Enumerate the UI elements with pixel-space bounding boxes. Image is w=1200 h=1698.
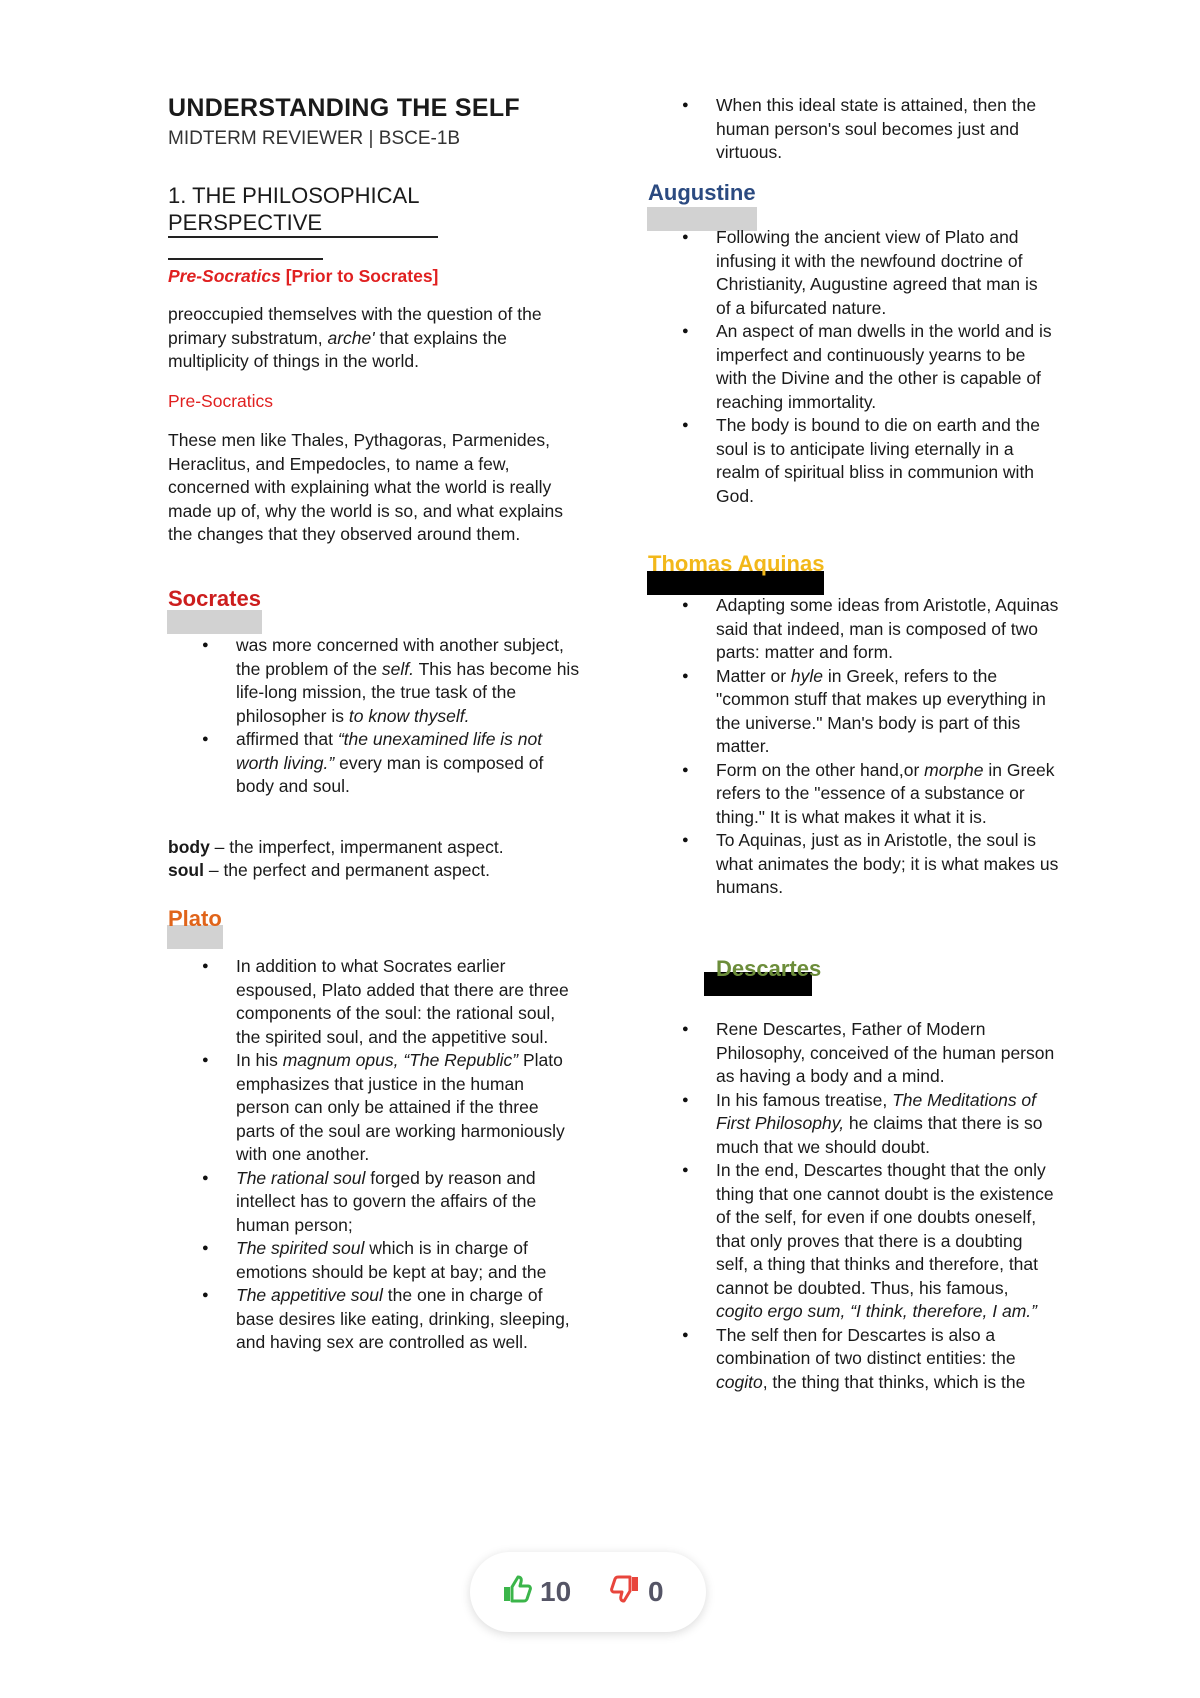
list-item: ● Matter or hyle in Greek, refers to the "common stuff that makes up everything in the universe." Man's body is part of this matter. [716, 665, 1061, 759]
vote-widget [470, 1552, 706, 1632]
aquinas-heading: Thomas Aquinas [648, 551, 825, 576]
socrates-heading-highlight [167, 610, 262, 634]
list-item: ● was more concerned with another subject, the problem of the self. This has become his life-long mission, the true task of the philosopher is to know thyself. [236, 634, 580, 728]
presocratics-heading: Pre-Socratics [Prior to Socrates] [168, 266, 439, 286]
socrates-bullet-list [236, 634, 580, 799]
aquinas-bullet-list [716, 594, 1061, 900]
descartes-bullet-list [716, 1018, 1058, 1394]
list-item: ● In his magnum opus, “The Republic” Plato emphasizes that justice in the human person can only be attained if the three parts of the soul are working harmoniously with one another. [236, 1049, 580, 1167]
list-item: ● Form on the other hand,or morphe in Greek refers to the "essence of a substance or thing." It is what makes it what it is. [716, 759, 1061, 830]
descartes-heading: Descartes [716, 956, 822, 981]
presocratics-label: Pre-Socratics [168, 391, 274, 411]
upvote-button[interactable] [502, 1552, 571, 1632]
list-item: ● When this ideal state is attained, then the human person's soul becomes just and virtuous. [716, 94, 1056, 165]
plato-heading: Plato [168, 906, 222, 931]
list-item: ● In the end, Descartes thought that the only thing that one cannot doubt is the existence of the self, for even if one doubts oneself, that only proves that there is a doubting self, a thing that thinks and therefore, that cannot be doubted. Thus, his famous, cogito ergo sum, “I think, therefore, I am.” [716, 1159, 1058, 1324]
list-item: ● An aspect of man dwells in the world and is imperfect and continuously yearns to be with the Divine and the other is capable of reaching immortality. [716, 320, 1056, 414]
list-item: ● The rational soul forged by reason and intellect has to govern the affairs of the human person; [236, 1167, 580, 1238]
list-item: ● affirmed that “the unexamined life is not worth living.” every man is composed of body and soul. [236, 728, 580, 799]
list-item: ● In addition to what Socrates earlier espoused, Plato added that there are three components of the soul: the rational soul, the spirited soul, and the appetitive soul. [236, 955, 580, 1049]
list-item: ● The spirited soul which is in charge of emotions should be kept at bay; and the [236, 1237, 580, 1284]
list-item: ● To Aquinas, just as in Aristotle, the soul is what animates the body; it is what makes us humans. [716, 829, 1061, 900]
thumbs-up-icon [502, 1575, 540, 1610]
list-item: ● The appetitive soul the one in charge of base desires like eating, drinking, sleeping, and having sex are controlled as well. [236, 1284, 580, 1355]
list-item: ● Adapting some ideas from Aristotle, Aquinas said that indeed, man is composed of two parts: matter and form. [716, 594, 1061, 665]
list-item: ● Rene Descartes, Father of Modern Philosophy, conceived of the human person as having a body and a mind. [716, 1018, 1058, 1089]
upvote-count: 10 [540, 1576, 572, 1607]
presocratics-paragraph-1: preoccupied themselves with the question of the primary substratum, arche' that explains the multiplicity of things in the world. [168, 304, 542, 371]
plato-continued-bullet-list [716, 94, 1056, 165]
plato-bullet-list [236, 955, 580, 1355]
body-definition: body – the imperfect, impermanent aspect. [168, 837, 504, 857]
list-item: ● Following the ancient view of Plato and infusing it with the newfound doctrine of Christianity, Augustine agreed that man is of a bifurcated nature. [716, 226, 1056, 320]
list-item: ● The body is bound to die on earth and the soul is to anticipate living eternally in a realm of spiritual bliss in communion with God. [716, 414, 1056, 508]
soul-definition: soul – the perfect and permanent aspect. [168, 860, 490, 880]
augustine-heading: Augustine [648, 180, 756, 205]
thumbs-down-icon [610, 1575, 648, 1610]
section-divider [168, 258, 323, 260]
socrates-heading: Socrates [168, 586, 261, 611]
section-title: 1. THE PHILOSOPHICAL PERSPECTIVE [168, 182, 438, 238]
list-item: ● The self then for Descartes is also a combination of two distinct entities: the cogito, the thing that thinks, which is the [716, 1324, 1058, 1395]
augustine-bullet-list [716, 226, 1056, 508]
downvote-count: 0 [648, 1576, 664, 1607]
presocratics-paragraph-2: These men like Thales, Pythagoras, Parmenides, Heraclitus, and Empedocles, to name a few, concerned with explaining what the world is really made up of, why the world is so, and what explains the changes that they observed around them. [168, 430, 563, 544]
downvote-button[interactable] [610, 1552, 664, 1632]
list-item: ● In his famous treatise, The Meditations of First Philosophy, he claims that there is so much that we should doubt. [716, 1089, 1058, 1160]
document-subtitle: MIDTERM REVIEWER | BSCE-1B [168, 128, 461, 149]
document-title: UNDERSTANDING THE SELF [168, 94, 520, 122]
